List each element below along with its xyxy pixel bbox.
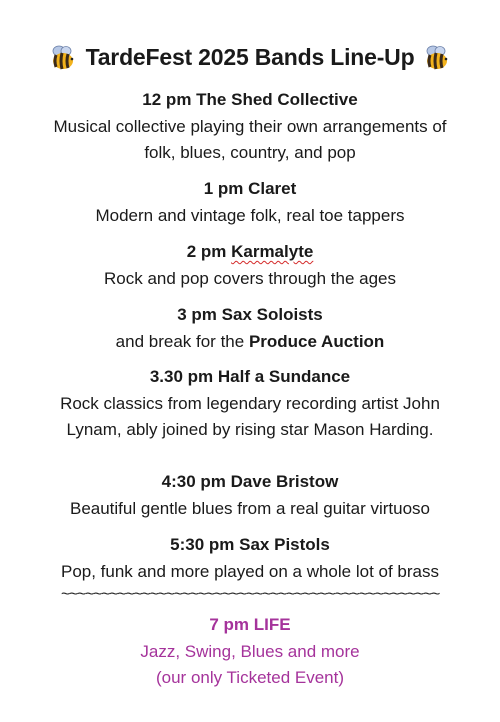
act-karmalyte	[0, 239, 500, 292]
produce-auction-label: Produce Auction	[248, 331, 385, 351]
act-time: 2 pm	[186, 242, 232, 261]
act-heading: 4:30 pm Dave Bristow	[161, 472, 339, 491]
act-heading: 3 pm Sax Soloists	[177, 305, 323, 324]
act-description: Rock and pop covers through the ages	[103, 268, 397, 288]
act-description: Lynam, ably joined by rising star Mason Harding.	[66, 420, 434, 439]
act-heading: 5:30 pm Sax Pistols	[170, 535, 330, 554]
act-description: Beautiful gentle blues from a real guitar virtuoso	[69, 498, 431, 518]
act-dave-bristow	[0, 469, 500, 522]
act-claret	[0, 176, 500, 229]
act-description: Pop, funk and more played on a whole lot of brass	[60, 561, 439, 581]
act-sax-pistols	[0, 532, 500, 585]
page-title	[0, 42, 500, 72]
act-description: Rock classics from legendary recording artist John	[60, 393, 440, 413]
act-description: (our only Ticketed Event)	[155, 668, 345, 687]
act-sax-soloists	[0, 302, 500, 355]
act-half-a-sundance	[0, 364, 500, 444]
act-name-misspelled: Karmalyte	[231, 242, 314, 261]
act-heading: 1 pm Claret	[203, 179, 297, 198]
tilde-divider: ~~~~~~~~~~~~~~~~~~~~~~~~~~~~~~~~~~~~~~~~~~~~~~~	[60, 586, 440, 603]
act-shed-collective	[0, 87, 500, 167]
act-heading: 7 pm LIFE	[209, 615, 291, 634]
act-description: Modern and vintage folk, real toe tappers	[95, 205, 405, 225]
act-heading: 12 pm The Shed Collective	[142, 90, 358, 109]
bee-icon	[48, 42, 78, 72]
act-headliner-life	[0, 612, 500, 692]
act-heading: 3.30 pm Half a Sundance	[149, 367, 351, 386]
title-text: TardeFest 2025 Bands Line-Up	[85, 43, 415, 70]
act-description: folk, blues, country, and pop	[144, 143, 356, 162]
act-description: Jazz, Swing, Blues and more	[140, 641, 360, 661]
bee-icon	[422, 42, 452, 72]
act-heading	[0, 239, 500, 266]
act-description	[0, 329, 500, 356]
act-description: Musical collective playing their own arrangements of	[53, 116, 447, 136]
act-description-text: and break for the	[115, 331, 249, 351]
